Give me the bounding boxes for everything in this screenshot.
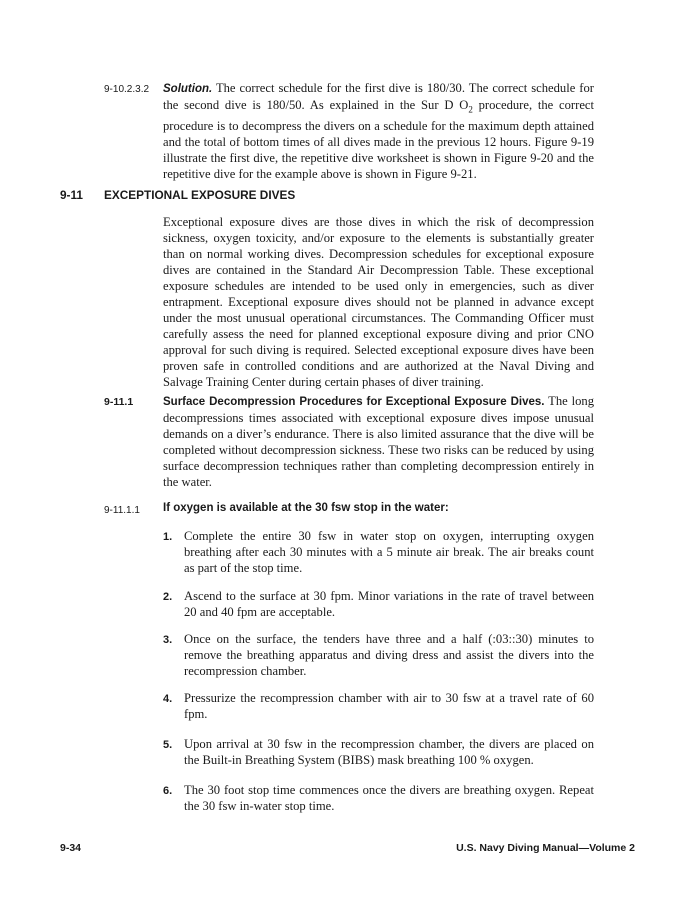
step-2-number: 2. [163, 591, 173, 603]
solution-subscript: 2 [468, 104, 473, 115]
surface-decompression-text: The long decompressions times associated with exceptional exposure dives impose unusual demands on a diver’s endurance. There is also limited assurance that the dive will be completed without decompression sickness. These two risks can be reduced by using surface decompression techniques rather than completing decompression entirely in the water. [163, 394, 594, 489]
solution-text-a: The correct schedule for the first dive is 180/30. The correct schedule for the second dive is 180/50. As explained in the Sur D O [163, 81, 594, 112]
step-1-text: Complete the entire 30 fsw in water stop on oxygen, interrupting oxygen breathing after each 30 minutes with a 5 minute air break. The air breaks count as part of the stop time. [184, 529, 594, 575]
solution-paragraph [163, 80, 594, 182]
subsubsection-title: If oxygen is available at the 30 fsw stop in the water: [163, 502, 449, 514]
subsubsection-number: 9-11.1.1 [104, 505, 140, 516]
footer-page-number: 9-34 [60, 842, 82, 854]
step-4-number: 4. [163, 693, 173, 705]
step-5-number: 5. [163, 739, 173, 751]
step-6-text: The 30 foot stop time commences once the divers are breathing oxygen. Repeat the 30 fsw in-water stop time. [184, 783, 594, 813]
surface-decompression-lead: Surface Decompression Procedures for Exceptional Exposure Dives. [163, 396, 545, 408]
step-1-number: 1. [163, 531, 173, 543]
solution-lead: Solution. [163, 83, 213, 95]
subsection-number: 9-11.1 [104, 396, 134, 408]
step-4-text: Pressurize the recompression chamber with air to 30 fsw at a travel rate of 60 fpm. [184, 691, 594, 721]
step-6-number: 6. [163, 785, 173, 797]
section-intro-paragraph: Exceptional exposure dives are those dives in which the risk of decompression sickness, oxygen toxicity, and/or exposure to the elements is substantially greater than on normal working dives. Decompression schedules for exceptional exposure dives are contained in the Standard Air Decompression Table. These exceptional exposure schedules are intended to be used only in emergencies, such as diver entrapment. Exceptional exposure dives should not be planned in advance except under the most unusual operational circumstances. The Commanding Officer must carefully assess the need for planned exceptional exposure diving and prior CNO approval for such diving is required. Selected exceptional exposure dives have been proven safe in controlled conditions and are authorized at the Naval Diving and Salvage Training Center during certain phases of diver training. [163, 215, 594, 389]
section-title: EXCEPTIONAL EXPOSURE DIVES [104, 188, 296, 202]
step-2-text: Ascend to the surface at 30 fpm. Minor variations in the rate of travel between 20 and 40 fpm are acceptable. [184, 589, 594, 619]
paragraph-number: 9-10.2.3.2 [104, 84, 150, 95]
step-5-text: Upon arrival at 30 fsw in the recompression chamber, the divers are placed on the Built-in Breathing System (BIBS) mask breathing 100 % oxygen. [184, 737, 594, 767]
step-3-number: 3. [163, 634, 173, 646]
step-3-text: Once on the surface, the tenders have three and a half (:03::30) minutes to remove the breathing apparatus and diving dress and assist the divers into the recompression chamber. [184, 632, 594, 678]
section-number: 9-11 [60, 188, 83, 202]
footer-title: U.S. Navy Diving Manual—Volume 2 [456, 842, 635, 854]
surface-decompression-paragraph [163, 393, 594, 490]
solution-text-b: procedure, the correct procedure is to decompress the divers on a schedule for the maximum depth attained and the total of bottom times of all dives made in the previous 12 hours. Figure 9-19 illustrate the first dive, the repetitive dive worksheet is shown in Figure 9-20 and the repetitive dive for the example above is shown in Figure 9-21. [163, 98, 594, 181]
